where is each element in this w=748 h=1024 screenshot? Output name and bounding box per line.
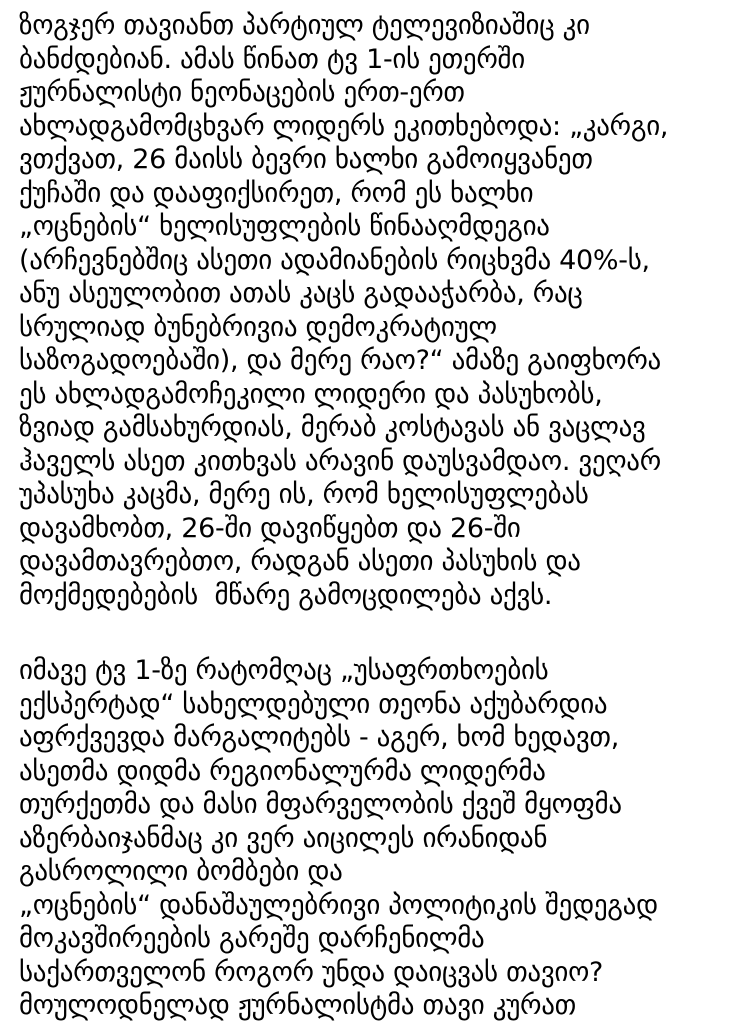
text-line: ბანძდებიან. ამას წინათ ტვ 1-ის ეთერში xyxy=(19,43,525,75)
text-line: ეს ახლადგამოჩეკილი ლიდერი და პასუხობს, xyxy=(19,378,603,410)
text-line: ექსპერტად“ სახელდებული თეონა აქუბარდია xyxy=(19,688,608,720)
text-line: თურქეთმა და მასი მფარველობის ქვეშ მყოფმა xyxy=(19,789,622,820)
text-line: ზვიად გამსახურდიას, მერაბ კოსტავას ან ვაცლავ xyxy=(19,412,646,443)
text-line: ანუ ასეულობით ათას კაცს გადააჭარბა, რაც xyxy=(19,278,583,309)
text-line: საქართველონ როგორ უნდა დაიცვას თავიო? xyxy=(19,956,604,988)
text-line: ასეთმა დიდმა რეგიონალურმა ლიდერმა xyxy=(19,755,546,787)
text-line: მოულოდნელად ჟურნალისტმა თავი კურათ xyxy=(19,990,576,1021)
text-line: იმავე ტვ 1-ზე რატომღაც „უსაფრთხოების xyxy=(19,655,549,686)
article-body xyxy=(19,9,748,1023)
text-line: სრულიად ბუნებრივია დემოკრატიულ xyxy=(19,311,497,343)
paragraph xyxy=(19,9,748,612)
text-line: (არჩევნებშიც ასეთი ადამიანების რიცხვმა 40%-ს, xyxy=(19,244,650,276)
text-line: ქუჩაში და დააფიქსირეთ, რომ ეს ხალხი xyxy=(19,177,534,209)
text-line: საზოგადოებაში), და მერე რაო?“ ამაზე გაიფხორა xyxy=(19,345,661,376)
text-line: მოქმედებების მწარე გამოცდილება აქვს. xyxy=(19,579,553,611)
paragraph xyxy=(19,654,748,1023)
text-line: დავამთავრებთო, რადგან ასეთი პასუხის და xyxy=(19,546,581,577)
text-line: მოკავშირეების გარეშე დარჩენილმა xyxy=(19,923,485,954)
text-line: უპასუხა კაცმა, მერე ის, რომ ხელისუფლებას xyxy=(19,479,589,510)
text-line: აფრქვევდა მარგალიტებს - აგერ, ხომ ხედავთ, xyxy=(19,722,620,753)
text-line: ახლადგამომცხვარ ლიდერს ეკითხებოდა: „კარგი, xyxy=(19,110,669,142)
text-line: ჟურნალისტი ნეონაცების ერთ-ერთ xyxy=(19,77,465,108)
text-line: „ოცნების“ დანაშაულებრივი პოლიტიკის შედეგად xyxy=(19,889,658,921)
text-line: ზოგჯერ თავიანთ პარტიულ ტელევიზიაშიც კი xyxy=(19,10,590,41)
text-line: გასროლილი ბომბები და xyxy=(19,856,343,887)
text-line: ჰაველს ასეთ კითხვას არავინ დაუსვამდაო. ვეღარ xyxy=(19,445,661,477)
text-line: ვთქვათ, 26 მაისს ბევრი ხალხი გამოიყვანეთ xyxy=(19,144,593,175)
text-line: „ოცნების“ ხელისუფლების წინააღმდეგია xyxy=(19,211,550,242)
text-line: აზერბაიჯანმაც კი ვერ აიცილეს ირანიდან xyxy=(19,822,548,854)
text-line: დავამხობთ, 26-ში დავიწყებთ და 26-ში xyxy=(19,512,521,544)
